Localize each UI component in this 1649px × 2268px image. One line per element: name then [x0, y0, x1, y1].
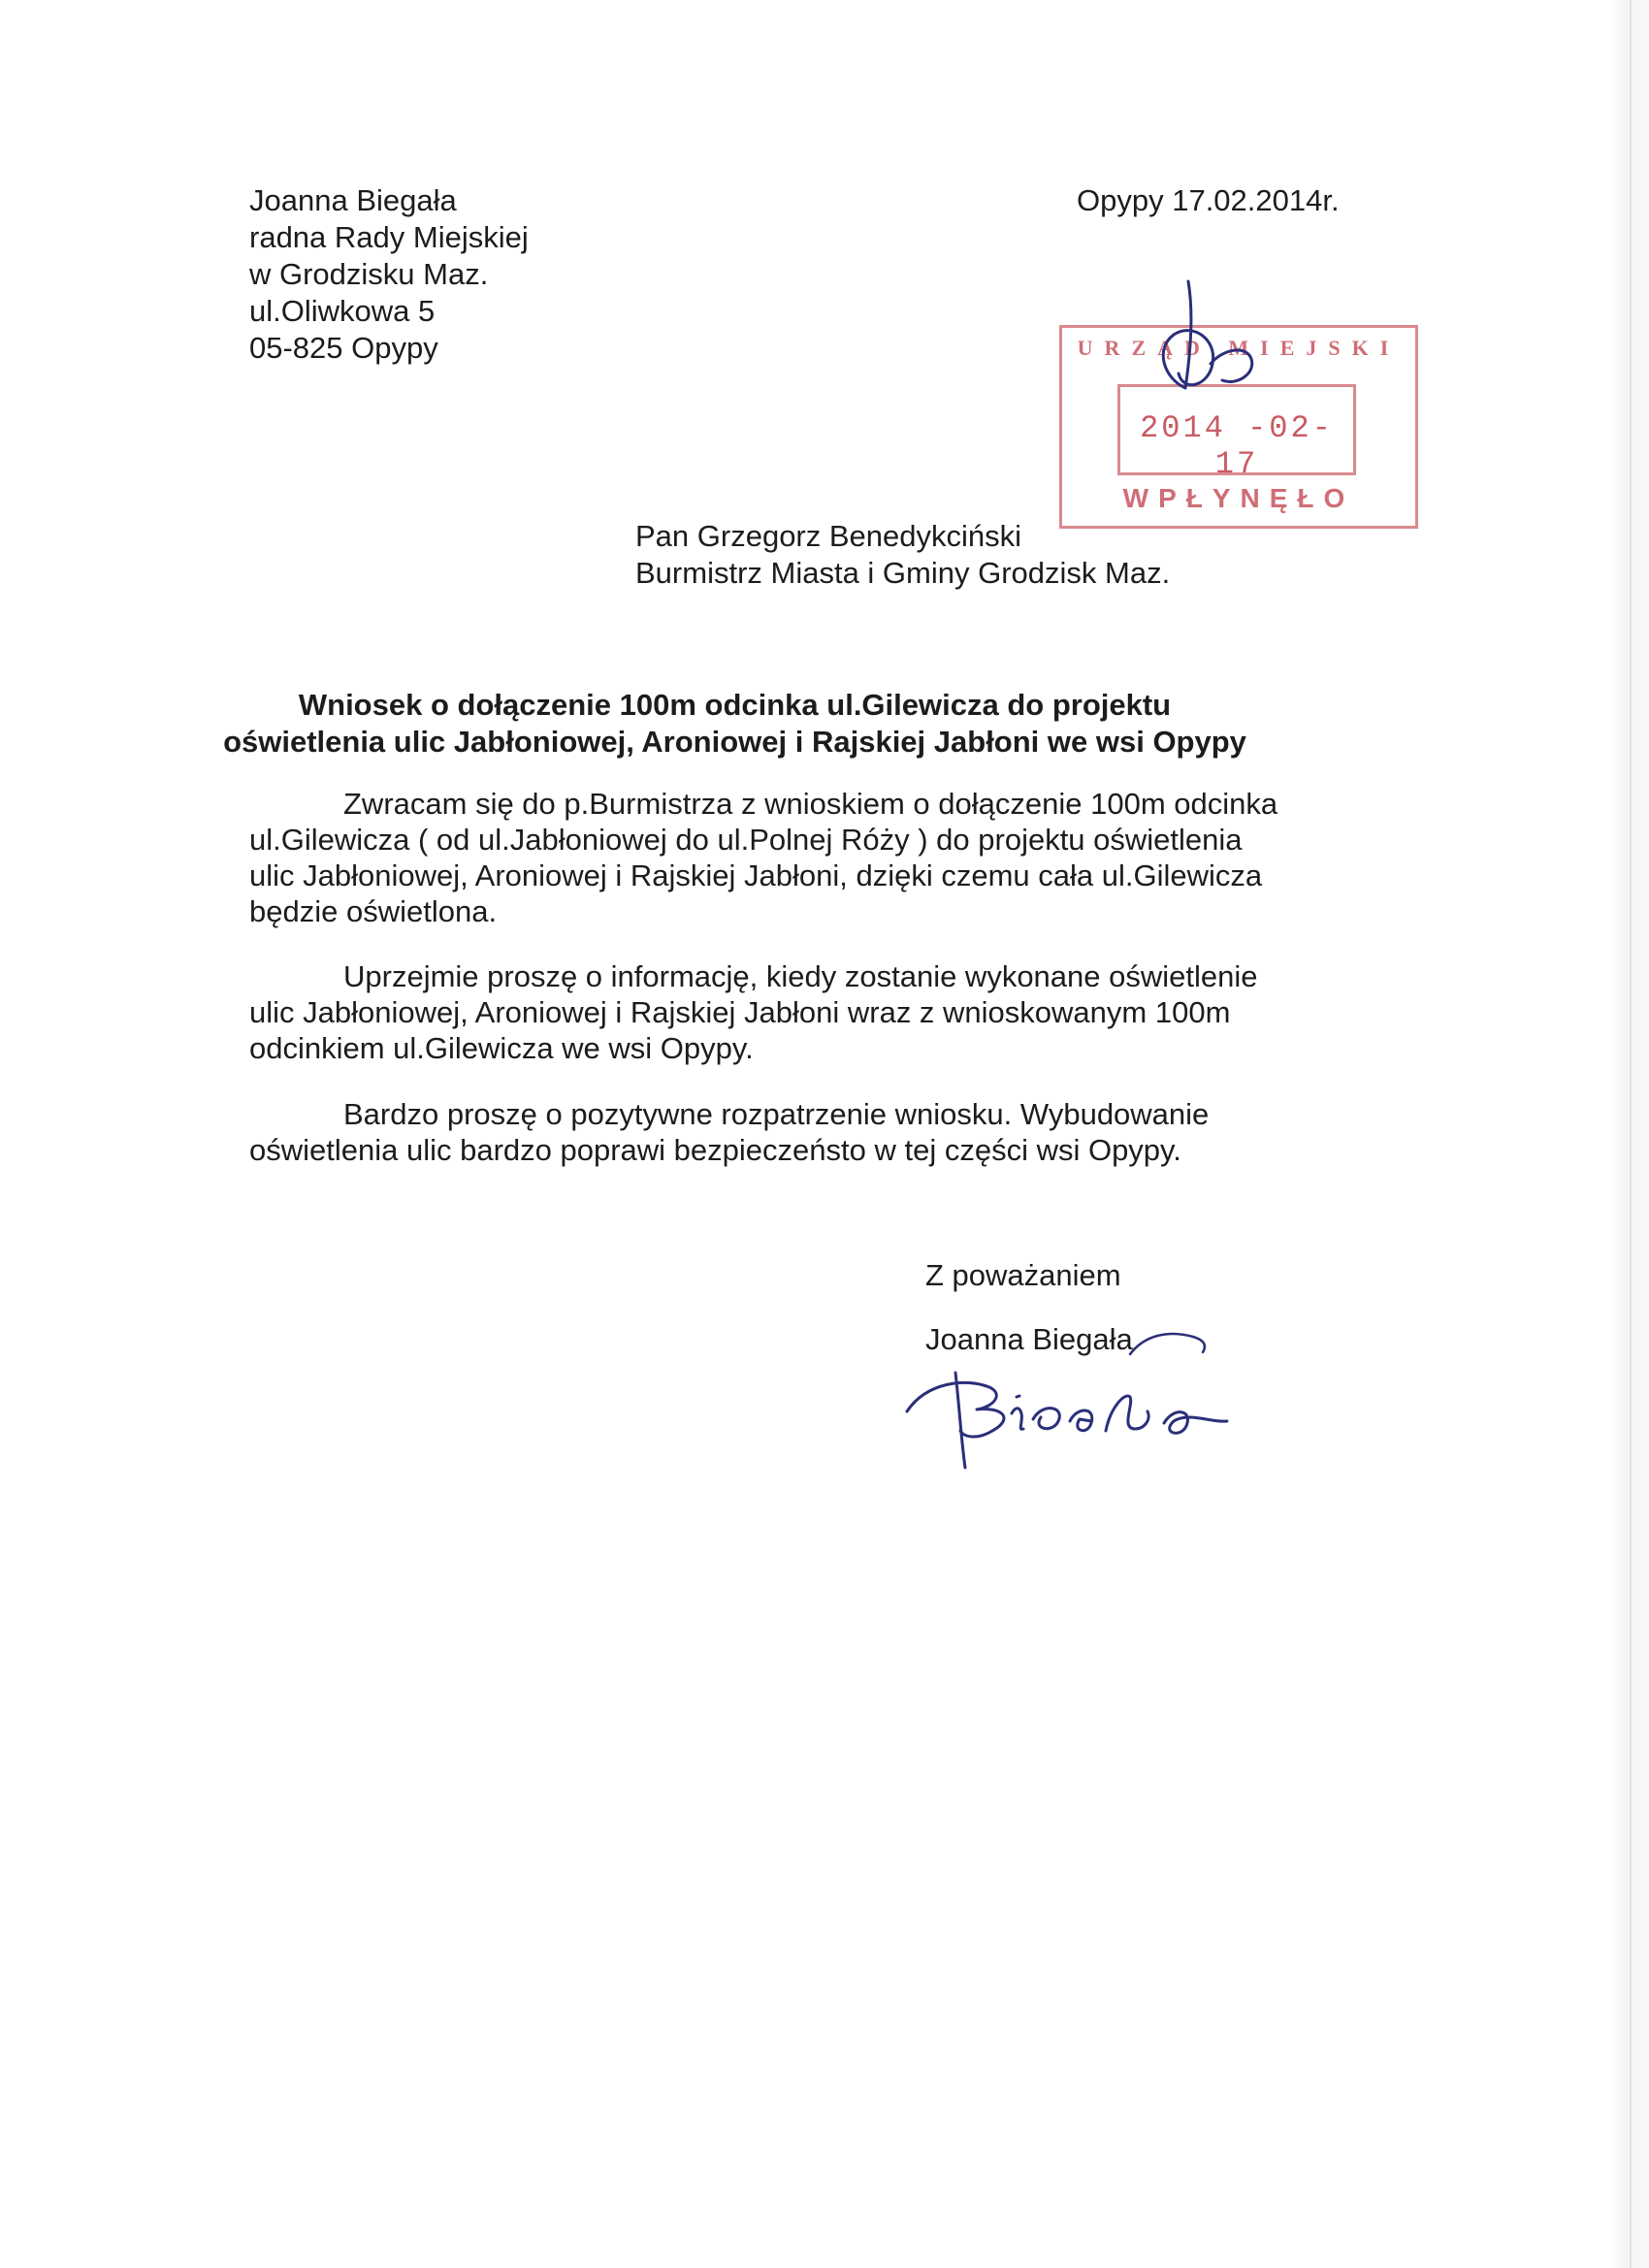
handwritten-signature [897, 1353, 1266, 1479]
body-paragraph [249, 1096, 1355, 1168]
paragraph-line: ul.Gilewicza ( od ul.Jabłoniowej do ul.Polnej Róży ) do projektu oświetlenia [249, 823, 1243, 857]
scan-edge-line [1630, 0, 1632, 2268]
paragraph-line: odcinkiem ul.Gilewicza we wsi Opypy. [249, 1031, 754, 1065]
sender-line: ul.Oliwkowa 5 [249, 294, 436, 328]
sender-address [249, 182, 529, 367]
letter-subject [213, 687, 1256, 761]
stamp-office-text: URZĄD MIEJSKI [1077, 336, 1401, 360]
stamp-date: 2014 -02- 17 [1140, 410, 1334, 482]
paragraph-line: oświetlenia ulic bardzo poprawi bezpieczeństo w tej części wsi Opypy. [249, 1133, 1181, 1167]
paragraph-line: ulic Jabłoniowej, Aroniowej i Rajskiej Jabłoni, dzięki czemu cała ul.Gilewicza [249, 859, 1263, 892]
sender-line: w Grodzisku Maz. [249, 257, 489, 291]
sender-line: Joanna Biegała [249, 183, 457, 217]
paragraph-line: ulic Jabłoniowej, Aroniowej i Rajskiej Jabłoni wraz z wnioskowanym 100m [249, 995, 1231, 1029]
recipient-line: Burmistrz Miasta i Gminy Grodzisk Maz. [635, 556, 1171, 590]
stamp-initials-scribble [1125, 272, 1271, 437]
sender-line: 05-825 Opypy [249, 331, 438, 365]
body-paragraph [249, 958, 1355, 1066]
subject-line: oświetlenia ulic Jabłoniowej, Aroniowej i Rajskiej Jabłoni we wsi Opypy [223, 725, 1246, 759]
paragraph-line: Zwracam się do p.Burmistrza z wnioskiem o dołączenie 100m odcinka [343, 787, 1278, 821]
letter-date: Opypy 17.02.2014r. [1077, 183, 1340, 217]
paragraph-line: Uprzejmie proszę o informację, kiedy zostanie wykonane oświetlenie [343, 959, 1258, 993]
signatory-name: Joanna Biegała [925, 1322, 1133, 1356]
stamp-received-text: WPŁYNĘŁO [1122, 483, 1355, 513]
paragraph-line: będzie oświetlona. [249, 894, 498, 928]
recipient-line: Pan Grzegorz Benedykciński [635, 519, 1022, 553]
recipient-block [635, 518, 1170, 592]
paragraph-line: Bardzo proszę o pozytywne rozpatrzenie wniosku. Wybudowanie [343, 1097, 1210, 1131]
body-paragraph [249, 786, 1355, 929]
subject-line: Wniosek o dołączenie 100m odcinka ul.Gilewicza do projektu [298, 688, 1172, 722]
closing-salutation: Z poważaniem [925, 1258, 1121, 1292]
sender-line: radna Rady Miejskiej [249, 220, 529, 254]
